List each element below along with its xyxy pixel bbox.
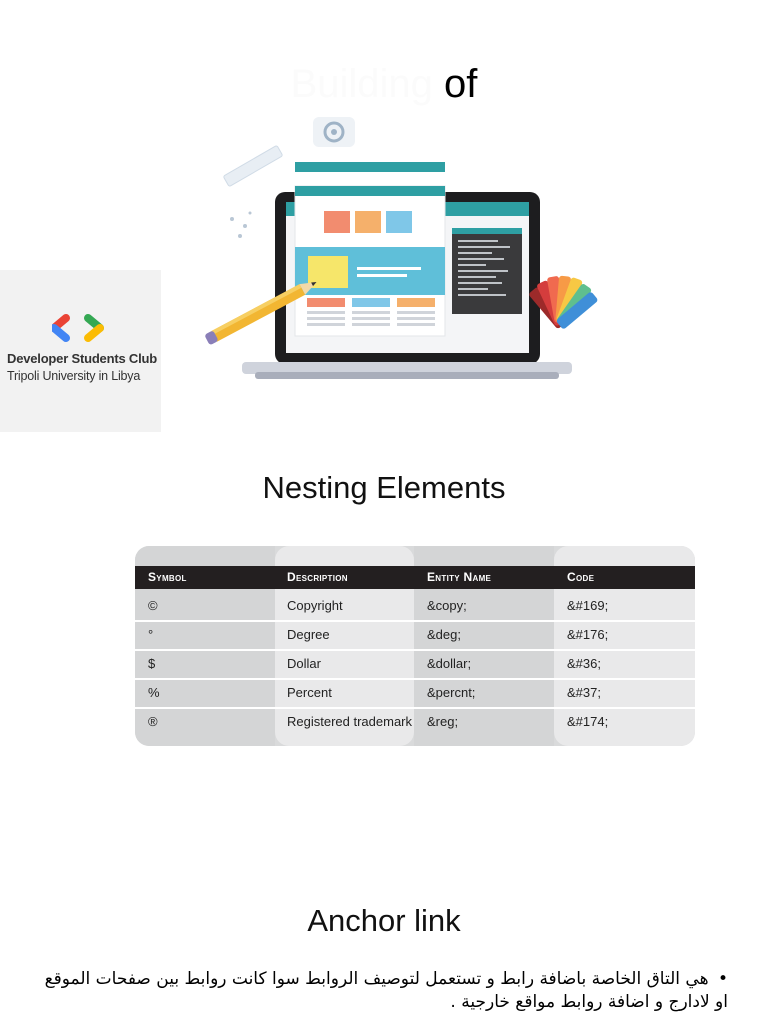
dsc-logo-subtitle: Tripoli University in Libya: [7, 369, 141, 383]
cell-code: &#174;: [567, 714, 609, 729]
bullet-text: هي التاق الخاصة باضافة رابط و تستعمل لتوصيف الروابط سوا كانت روابط بين صفحات الموقع او لادارج و اضافة روابط مواقع خارجية .: [44, 969, 728, 1012]
header-entity-name: Entity Name: [427, 570, 492, 584]
dsc-logo-icon: [52, 314, 112, 346]
cell-code: &#169;: [567, 598, 609, 613]
cell-code: &#37;: [567, 685, 601, 700]
anchor-description-bullet: [40, 968, 728, 1014]
row-divider: [135, 707, 695, 709]
cell-entity-name: &copy;: [427, 598, 467, 613]
cell-entity-name: &reg;: [427, 714, 459, 729]
sparkle-dots-icon: [230, 212, 252, 239]
header-symbol: Symbol: [148, 570, 187, 584]
row-divider: [135, 620, 695, 622]
cell-entity-name: &dollar;: [427, 656, 472, 671]
cell-symbol: %: [148, 685, 160, 700]
page-title: [0, 62, 768, 107]
page-title-visible: of: [444, 62, 478, 106]
cell-entity-name: &deg;: [427, 627, 461, 642]
dsc-logo-title: Developer Students Club: [7, 351, 157, 366]
cell-description: Dollar: [287, 656, 321, 671]
ruler-decoration-icon: [223, 145, 283, 186]
cell-code: &#36;: [567, 656, 601, 671]
bullet-dot: •: [717, 969, 728, 989]
anchor-link-heading: Anchor link: [307, 903, 461, 938]
page-title-ghost: Building: [290, 62, 433, 106]
camera-icon: [313, 117, 355, 147]
cell-description: Copyright: [287, 598, 343, 613]
cell-entity-name: &percnt;: [427, 685, 476, 700]
row-divider: [135, 649, 695, 651]
row-divider: [135, 678, 695, 680]
cell-description: Degree: [287, 627, 330, 642]
nesting-elements-heading: Nesting Elements: [262, 470, 506, 505]
cell-symbol: $: [148, 656, 156, 671]
cell-symbol: °: [148, 627, 154, 642]
table-header-bar: [135, 566, 695, 589]
entity-table: [135, 546, 695, 746]
cell-code: &#176;: [567, 627, 609, 642]
laptop-webdesign-illustration: [200, 112, 620, 387]
cell-symbol: ®: [148, 714, 158, 729]
header-description: Description: [287, 570, 348, 584]
header-code: Code: [567, 570, 595, 584]
cell-symbol: ©: [148, 598, 158, 613]
cell-description: Percent: [287, 685, 332, 700]
cell-description: Registered trademark: [287, 714, 412, 729]
